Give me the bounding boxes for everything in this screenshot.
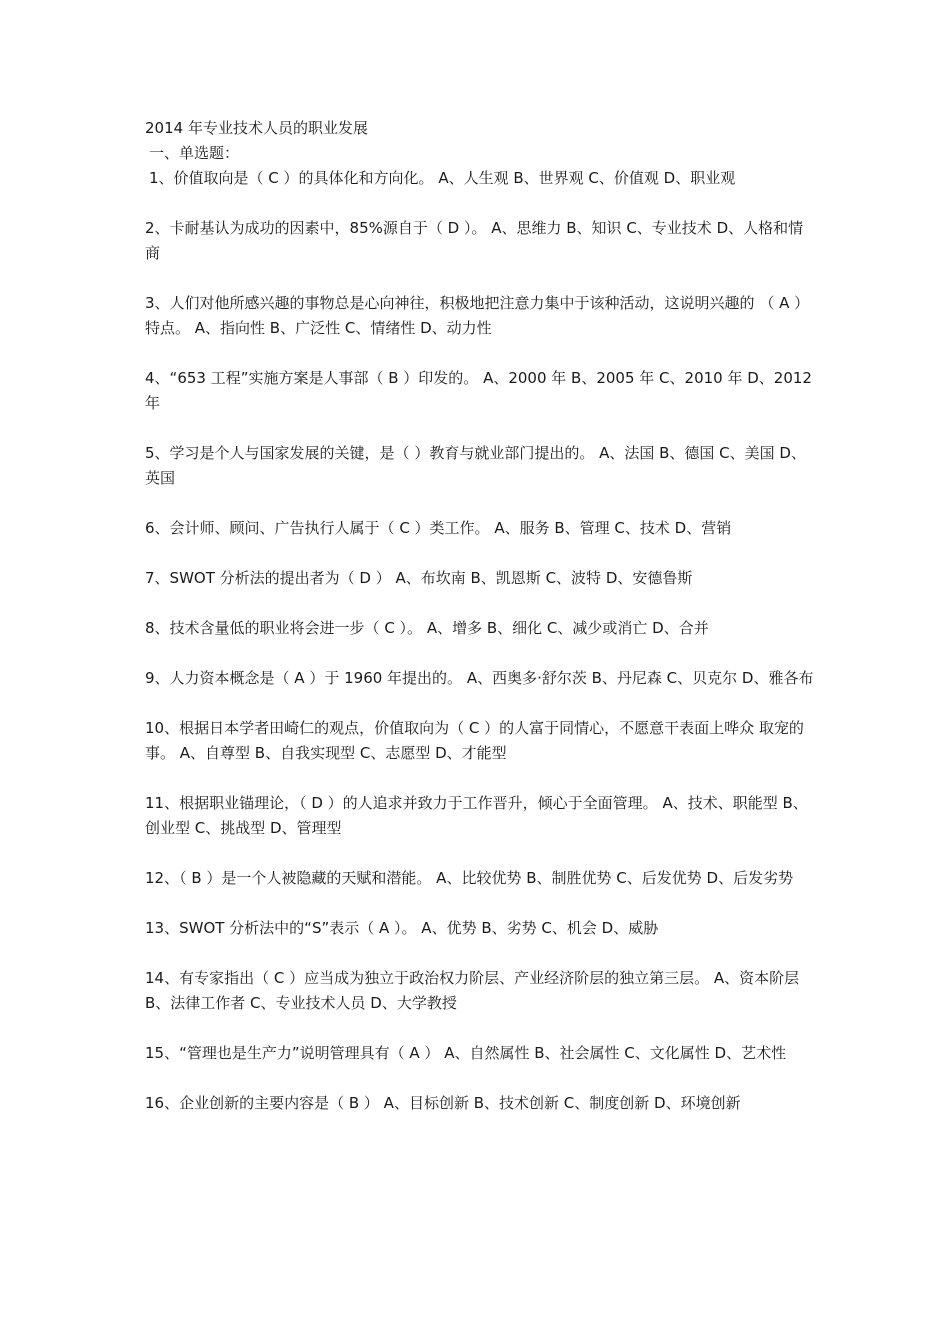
question-14: 14、有专家指出（ C ）应当成为独立于政治权力阶层、产业经济阶层的独立第三层。 A、资本阶层 B、法律工作者 C、专业技术人员 D、大学教授	[145, 969, 800, 1012]
question-7: 7、SWOT 分析法的提出者为（ D ） A、布坎南 B、凯恩斯 C、波特 D、安德鲁斯	[145, 569, 693, 587]
question-4: 4、“653 工程”实施方案是人事部（ B ）印发的。 A、2000 年 B、2005 年 C、2010 年 D、2012 年	[145, 369, 812, 412]
question-2: 2、卡耐基认为成功的因素中，85%源自于（ D ）。 A、思维力 B、知识 C、专业技术 D、人格和情商	[145, 219, 804, 262]
question-1: 1、价值取向是（ C ）的具体化和方向化。 A、人生观 B、世界观 C、价值观 D、职业观	[149, 169, 736, 187]
section-heading: 一、单选题：	[149, 144, 240, 162]
question-6: 6、会计师、顾问、广告执行人属于（ C ）类工作。 A、服务 B、管理 C、技术 D、营销	[145, 519, 732, 537]
question-12: 12、（ B ）是一个人被隐藏的天赋和潜能。 A、比较优势 B、制胜优势 C、后发优势 D、后发劣势	[145, 869, 794, 887]
question-8: 8、技术含量低的职业将会进一步（ C ）。 A、增多 B、细化 C、减少或消亡 D、合并	[145, 619, 709, 637]
question-11: 11、根据职业锚理论，（ D ）的人追求并致力于工作晋升，倾心于全面管理。 A、技术、职能型 B、创业型 C、挑战型 D、管理型	[145, 794, 808, 837]
question-13: 13、SWOT 分析法中的“S”表示（ A ）。 A、优势 B、劣势 C、机会 D、威胁	[145, 919, 659, 937]
question-10: 10、根据日本学者田崎仁的观点，价值取向为（ C ）的人富于同情心，不愿意干表面上哗众 取宠的事。 A、自尊型 B、自我实现型 C、志愿型 D、才能型	[145, 719, 804, 762]
question-3: 3、人们对他所感兴趣的事物总是心向神往，积极地把注意力集中于该种活动，这说明兴趣的 （ A ）特点。 A、指向性 B、广泛性 C、情绪性 D、动力性	[145, 294, 810, 337]
document-body	[145, 116, 815, 1116]
question-5: 5、学习是个人与国家发展的关键，是（ ）教育与就业部门提出的。 A、法国 B、德国 C、美国 D、英国	[145, 444, 806, 487]
question-16: 16、企业创新的主要内容是（ B ） A、目标创新 B、技术创新 C、制度创新 D、环境创新	[145, 1094, 741, 1112]
question-15: 15、“管理也是生产力”说明管理具有（ A ） A、自然属性 B、社会属性 C、文化属性 D、艺术性	[145, 1044, 787, 1062]
question-9: 9、人力资本概念是（ A ）于 1960 年提出的。 A、西奥多·舒尔茨 B、丹尼森 C、贝克尔 D、雅各布	[145, 669, 814, 687]
document-title: 2014 年专业技术人员的职业发展	[145, 119, 368, 137]
